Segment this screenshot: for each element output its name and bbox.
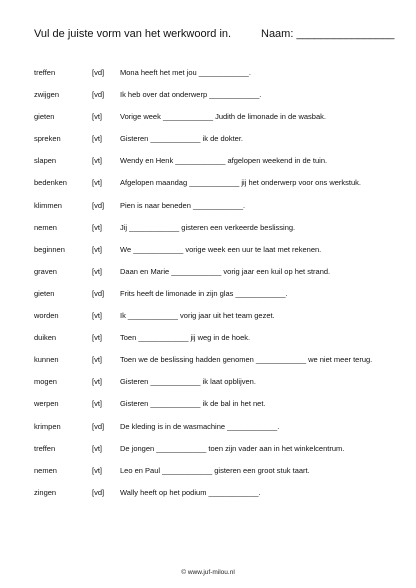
exercise-sentence: Wendy en Henk ____________ afgelopen weekend in de tuin. <box>120 156 328 166</box>
tense-marker: [vt] <box>92 311 103 321</box>
tense-marker: [vt] <box>92 244 103 254</box>
exercise-sentence: We ____________ vorige week een uur te laat met rekenen. <box>120 244 322 254</box>
verb-infinitive: nemen <box>34 465 57 475</box>
verb-infinitive: nemen <box>34 222 57 232</box>
exercise-sentence: Gisteren ____________ ik de dokter. <box>120 134 244 144</box>
exercise-row <box>34 90 406 112</box>
tense-marker: [vt] <box>92 156 103 166</box>
exercise-row <box>34 399 406 421</box>
exercise-row <box>34 156 406 178</box>
verb-infinitive: bedenken <box>34 178 67 188</box>
exercise-sentence: Vorige week ____________ Judith de limonade in de wasbak. <box>120 112 326 122</box>
worksheet-title: Vul de juiste vorm van het werkwoord in. <box>34 28 232 40</box>
exercise-sentence: Frits heeft de limonade in zijn glas ____________. <box>120 288 288 298</box>
copyright-footer: © www.juf-milou.nl <box>181 569 235 576</box>
tense-marker: [vd] <box>92 200 105 210</box>
worksheet-header <box>34 28 395 44</box>
exercise-sentence: De jongen ____________ toen zijn vader aan in het winkelcentrum. <box>120 443 345 453</box>
exercise-row <box>34 201 406 223</box>
verb-infinitive: kunnen <box>34 355 59 365</box>
exercise-row <box>34 444 406 466</box>
verb-infinitive: slapen <box>34 156 57 166</box>
exercise-row <box>34 355 406 377</box>
exercise-row <box>34 289 406 311</box>
verb-infinitive: spreken <box>34 134 61 144</box>
exercise-row <box>34 223 406 245</box>
verb-infinitive: beginnen <box>34 244 65 254</box>
verb-infinitive: krimpen <box>34 421 61 431</box>
tense-marker: [vd] <box>92 421 105 431</box>
exercise-row <box>34 333 406 355</box>
exercise-row <box>34 178 406 200</box>
exercise-row <box>34 112 406 134</box>
verb-infinitive: klimmen <box>34 200 62 210</box>
exercise-sentence: Leo en Paul ____________ gisteren een groot stuk taart. <box>120 465 310 475</box>
verb-infinitive: gieten <box>34 112 55 122</box>
tense-marker: [vd] <box>92 487 105 497</box>
exercise-sentence: Wally heeft op het podium ____________. <box>120 487 261 497</box>
exercise-sentence: Afgelopen maandag ____________ jij het onderwerp voor ons werkstuk. <box>120 178 361 188</box>
tense-marker: [vt] <box>92 266 103 276</box>
tense-marker: [vd] <box>92 288 105 298</box>
exercise-row <box>34 422 406 444</box>
exercise-row <box>34 68 406 90</box>
tense-marker: [vt] <box>92 355 103 365</box>
exercise-row <box>34 245 406 267</box>
exercise-row <box>34 134 406 156</box>
tense-marker: [vt] <box>92 178 103 188</box>
exercise-row <box>34 377 406 399</box>
exercise-row <box>34 311 406 333</box>
tense-marker: [vt] <box>92 333 103 343</box>
exercise-sentence: Ik ____________ vorig jaar uit het team gezet. <box>120 311 275 321</box>
exercise-sentence: Jij ____________ gisteren een verkeerde beslissing. <box>120 222 296 232</box>
verb-infinitive: zwijgen <box>34 90 60 100</box>
exercise-row <box>34 466 406 488</box>
tense-marker: [vt] <box>92 377 103 387</box>
verb-infinitive: graven <box>34 266 57 276</box>
exercise-sentence: Daan en Marie ____________ vorig jaar een kuil op het strand. <box>120 266 331 276</box>
exercise-sentence: Gisteren ____________ ik de bal in het net. <box>120 399 266 409</box>
tense-marker: [vt] <box>92 112 103 122</box>
verb-infinitive: gieten <box>34 288 55 298</box>
tense-marker: [vt] <box>92 399 103 409</box>
exercise-sentence: De kleding is in de wasmachine ____________. <box>120 421 280 431</box>
exercise-row <box>34 267 406 289</box>
tense-marker: [vt] <box>92 222 103 232</box>
tense-marker: [vd] <box>92 68 105 77</box>
verb-infinitive: treffen <box>34 68 56 77</box>
tense-marker: [vt] <box>92 443 103 453</box>
tense-marker: [vt] <box>92 134 103 144</box>
verb-infinitive: worden <box>34 311 59 321</box>
exercise-sentence: Gisteren ____________ ik laat opblijven. <box>120 377 256 387</box>
verb-infinitive: treffen <box>34 443 56 453</box>
verb-infinitive: werpen <box>34 399 59 409</box>
verb-infinitive: zingen <box>34 487 57 497</box>
tense-marker: [vd] <box>92 90 105 100</box>
name-field-label: Naam: ________________ <box>261 28 395 40</box>
exercise-sentence: Pien is naar beneden ____________. <box>120 200 246 210</box>
exercise-row <box>34 488 406 510</box>
exercise-sentence: Toen we de beslissing hadden genomen ____________ we niet meer terug. <box>120 355 373 365</box>
exercise-list <box>34 68 406 510</box>
tense-marker: [vt] <box>92 465 103 475</box>
exercise-sentence: Ik heb over dat onderwerp ____________. <box>120 90 262 100</box>
verb-infinitive: mogen <box>34 377 57 387</box>
exercise-sentence: Mona heeft het met jou ____________. <box>120 68 251 77</box>
exercise-sentence: Toen ____________ jij weg in de hoek. <box>120 333 251 343</box>
verb-infinitive: duiken <box>34 333 57 343</box>
